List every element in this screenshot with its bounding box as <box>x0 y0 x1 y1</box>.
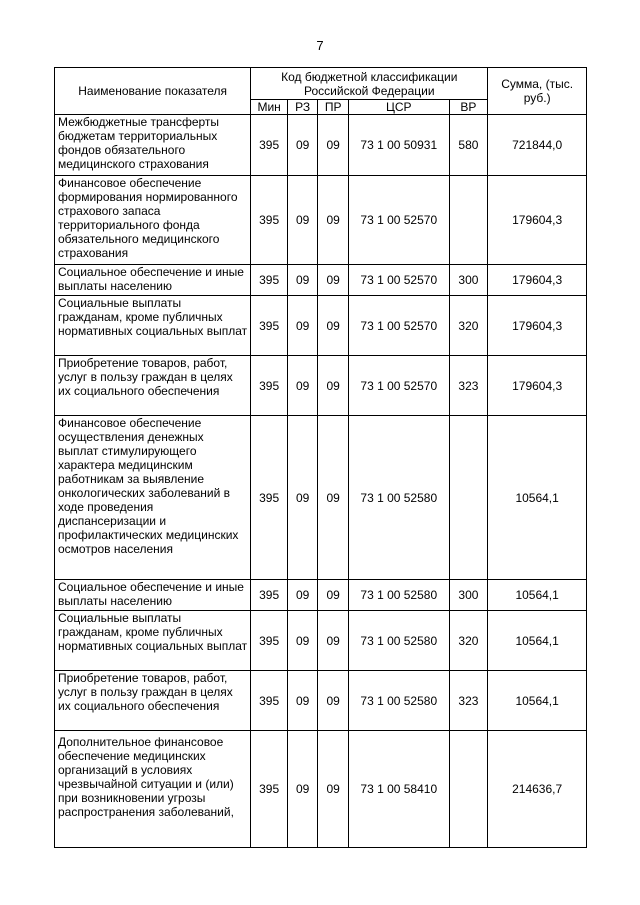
row-min: 395 <box>251 611 288 671</box>
row-pr: 09 <box>318 176 349 265</box>
header-csr: ЦСР <box>348 100 449 115</box>
row-vr <box>449 731 488 848</box>
row-vr: 323 <box>449 356 488 416</box>
row-pr: 09 <box>318 115 349 176</box>
row-csr: 73 1 00 52570 <box>348 265 449 296</box>
row-min: 395 <box>251 115 288 176</box>
row-min: 395 <box>251 580 288 611</box>
row-min: 395 <box>251 176 288 265</box>
row-name: Межбюджетные трансферты бюджетам территориальных фондов обязательного медицинского страхования <box>55 115 251 176</box>
row-name: Социальные выплаты гражданам, кроме публичных нормативных социальных выплат <box>55 611 251 671</box>
row-pr: 09 <box>318 265 349 296</box>
row-pr: 09 <box>318 611 349 671</box>
row-vr: 320 <box>449 611 488 671</box>
row-name: Дополнительное финансовое обеспечение медицинских организаций в условиях чрезвычайной ситуации и (или) при возникновении угрозы распространения заболеваний, <box>55 731 251 848</box>
table-row <box>55 580 587 611</box>
row-csr: 73 1 00 52570 <box>348 296 449 356</box>
row-min: 395 <box>251 265 288 296</box>
row-rz: 09 <box>287 611 318 671</box>
header-name: Наименование показателя <box>55 68 251 115</box>
row-rz: 09 <box>287 265 318 296</box>
table-row <box>55 115 587 176</box>
row-rz: 09 <box>287 731 318 848</box>
row-amount: 179604,3 <box>488 176 587 265</box>
row-min: 395 <box>251 731 288 848</box>
row-amount: 179604,3 <box>488 356 587 416</box>
table-row <box>55 356 587 416</box>
row-pr: 09 <box>318 731 349 848</box>
row-amount: 179604,3 <box>488 265 587 296</box>
row-csr: 73 1 00 52570 <box>348 356 449 416</box>
row-csr: 73 1 00 52580 <box>348 671 449 731</box>
page-number: 7 <box>316 38 324 53</box>
row-pr: 09 <box>318 416 349 580</box>
row-amount: 10564,1 <box>488 671 587 731</box>
header-pr: ПР <box>318 100 349 115</box>
row-pr: 09 <box>318 580 349 611</box>
row-rz: 09 <box>287 356 318 416</box>
row-csr: 73 1 00 50931 <box>348 115 449 176</box>
header-code-group: Код бюджетной классификации Российской Федерации <box>251 68 488 100</box>
row-csr: 73 1 00 52580 <box>348 580 449 611</box>
row-name: Социальные выплаты гражданам, кроме публичных нормативных социальных выплат <box>55 296 251 356</box>
table-row <box>55 416 587 580</box>
table-row <box>55 296 587 356</box>
row-csr: 73 1 00 52570 <box>348 176 449 265</box>
row-vr: 300 <box>449 580 488 611</box>
row-amount: 721844,0 <box>488 115 587 176</box>
table-row <box>55 611 587 671</box>
row-vr: 320 <box>449 296 488 356</box>
row-rz: 09 <box>287 296 318 356</box>
row-name: Финансовое обеспечение осуществления денежных выплат стимулирующего характера медицинским работникам за выявление онкологических заболеваний в ходе проведения диспансеризации и профилактических медицинских осмотров населения <box>55 416 251 580</box>
row-min: 395 <box>251 416 288 580</box>
row-amount: 179604,3 <box>488 296 587 356</box>
row-name: Социальное обеспечение и иные выплаты населению <box>55 265 251 296</box>
table-row <box>55 731 587 848</box>
row-pr: 09 <box>318 296 349 356</box>
row-rz: 09 <box>287 671 318 731</box>
row-name: Приобретение товаров, работ, услуг в пользу граждан в целях их социального обеспечения <box>55 671 251 731</box>
row-vr: 323 <box>449 671 488 731</box>
row-min: 395 <box>251 356 288 416</box>
row-min: 395 <box>251 296 288 356</box>
row-rz: 09 <box>287 176 318 265</box>
row-csr: 73 1 00 58410 <box>348 731 449 848</box>
row-rz: 09 <box>287 416 318 580</box>
row-vr: 300 <box>449 265 488 296</box>
row-rz: 09 <box>287 115 318 176</box>
table-row <box>55 265 587 296</box>
row-amount: 10564,1 <box>488 611 587 671</box>
row-csr: 73 1 00 52580 <box>348 416 449 580</box>
header-vr: ВР <box>449 100 488 115</box>
row-amount: 10564,1 <box>488 416 587 580</box>
row-pr: 09 <box>318 671 349 731</box>
row-csr: 73 1 00 52580 <box>348 611 449 671</box>
table-row <box>55 176 587 265</box>
row-vr: 580 <box>449 115 488 176</box>
budget-table <box>54 67 587 848</box>
row-pr: 09 <box>318 356 349 416</box>
row-name: Социальное обеспечение и иные выплаты населению <box>55 580 251 611</box>
table-row <box>55 671 587 731</box>
row-amount: 10564,1 <box>488 580 587 611</box>
row-vr <box>449 176 488 265</box>
header-min: Мин <box>251 100 288 115</box>
row-min: 395 <box>251 671 288 731</box>
row-amount: 214636,7 <box>488 731 587 848</box>
row-name: Финансовое обеспечение формирования нормированного страхового запаса территориального фонда обязательного медицинского страхования <box>55 176 251 265</box>
header-amount: Сумма, (тыс. руб.) <box>488 68 587 115</box>
row-vr <box>449 416 488 580</box>
row-name: Приобретение товаров, работ, услуг в пользу граждан в целях их социального обеспечения <box>55 356 251 416</box>
row-rz: 09 <box>287 580 318 611</box>
header-rz: РЗ <box>287 100 318 115</box>
